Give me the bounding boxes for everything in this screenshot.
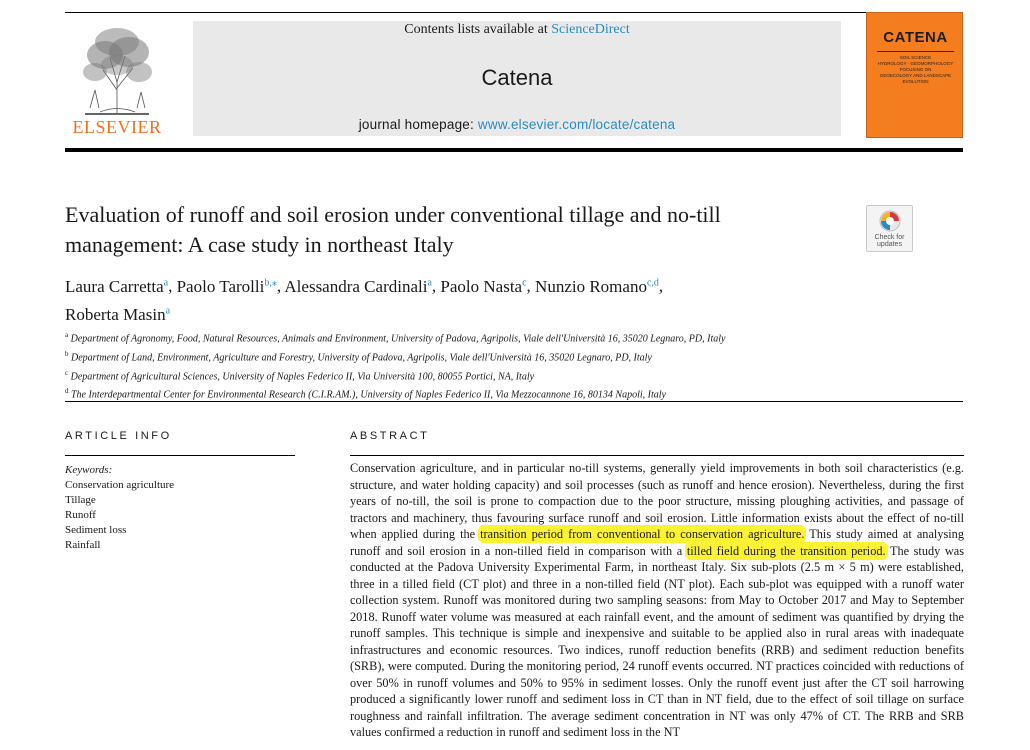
contents-prefix: Contents lists available at — [404, 22, 548, 37]
affiliation: $^d$ The Interdepartmental Center for Environmental Research (C.I.R.AM.), University of Naples Federico II, Via Mezzocannone 16, 80134 Napoli, Italy — [65, 387, 666, 401]
article-info-heading: ARTICLE INFO — [65, 430, 172, 442]
abstract-text — [350, 460, 964, 741]
keyword[interactable]: Conservation agriculture — [65, 479, 175, 491]
abstract-segment: Conservation agriculture, and in particular no-till systems, generally yield improvements in both soil characteristics (e.g. structure, and water holding capacity) and soil processes (such as runoff and hence erosion). Nevertheless, during the first years of no-till, the soil is prone to compaction due to the poor structure, missing ploughing activities, and passage of tractors and machinery, thus favouring surface runoff and soil erosion. Little information exists about the effect of no-till when applied during the — [350, 461, 964, 541]
author[interactable]: Paolo Nasta$^c$ — [440, 276, 527, 296]
keyword[interactable]: Rainfall — [65, 539, 101, 551]
affiliation-list — [65, 328, 945, 403]
cover-rule — [877, 51, 954, 52]
contents-line — [193, 22, 841, 38]
cover-subtitle-2: HYDROLOGY · GEOMORPHOLOGY — [877, 61, 954, 66]
sciencedirect-link[interactable]: ScienceDirect — [551, 22, 630, 37]
author[interactable]: Roberta Masin$^a$ — [65, 305, 171, 325]
author[interactable]: Paolo Tarolli$^{b,⁎}$ — [176, 276, 277, 296]
article-title-line-1: Evaluation of runoff and soil erosion under conventional tillage and no-till — [65, 202, 721, 227]
header-bottom-rule — [65, 148, 963, 152]
highlighted-text[interactable]: tilled field during the transition period. — [686, 543, 886, 558]
article-title-line-2: management: A case study in northeast Italy — [65, 232, 454, 257]
highlighted-text[interactable]: transition period from conventional to conservation agriculture. — [480, 527, 805, 541]
affiliation: $^a$ Department of Agronomy, Food, Natural Resources, Animals and Environment, University of Padova, Agripolis, Viale dell'Università 16, 35020 Legnaro, PD, Italy — [65, 331, 726, 345]
cover-subtitle-3: FOCUSING ON — [899, 67, 932, 72]
keyword[interactable]: Tillage — [65, 494, 96, 506]
publisher-name: ELSEVIER — [72, 117, 162, 137]
keywords-label: Keywords: — [65, 464, 113, 476]
homepage-line — [193, 117, 841, 132]
section-divider — [65, 401, 963, 402]
keywords-block — [65, 463, 295, 553]
author[interactable]: Alessandra Cardinali$^a$ — [284, 276, 432, 296]
header-top-rule — [65, 12, 963, 13]
badge-line-1: Check for — [874, 234, 905, 241]
author-list: Laura Carretta$^a$, Paolo Tarolli$^{b,⁎}$, Alessandra Cardinali$^a$, Paolo Nasta$^c$, Nunzio Romano$^{c,d}$, Roberta Masin$^a$ — [65, 276, 664, 325]
author[interactable]: Laura Carretta$^a$ — [65, 276, 169, 296]
affiliation: $^c$ Department of Agricultural Sciences, University of Naples Federico II, Via Università 100, 80055 Portici, NA, Italy — [65, 368, 535, 382]
crossmark-icon — [879, 210, 901, 232]
journal-homepage-link[interactable]: www.elsevier.com/locate/catena — [477, 117, 676, 132]
author[interactable]: Nunzio Romano$^{c,d}$ — [535, 276, 659, 296]
article-info-rule — [65, 455, 295, 456]
check-for-updates-label — [867, 234, 912, 248]
abstract-heading: ABSTRACT — [350, 430, 430, 442]
keyword[interactable]: Sediment loss — [65, 524, 127, 536]
check-for-updates-button[interactable] — [866, 205, 913, 252]
affiliation: $^b$ Department of Land, Environment, Agriculture and Forestry, University of Padova, Agripolis, Viale dell'Università 16, 35020 Legnaro, PD, Italy — [65, 349, 652, 364]
homepage-prefix: journal homepage: — [358, 117, 474, 132]
badge-line-2: updates — [877, 241, 902, 248]
abstract-segment: This study aimed at analysing runoff and soil erosion in a non-tilled field in comparison with a — [350, 527, 964, 558]
abstract-segment: The study was conducted at the Padova University Experimental Farm, in northeast Italy. Six sub-plots (2.5 m × 5 m) were established, three in a tilled field (CT plot) and three in a non-tilled field (NT plot). Each sub-plot was equipped with a runoff water collection system. Runoff was monitored during two sampling seasons: from May to October 2017 and May to September 2018. Runoff water volume was measured at each rainfall event, and the amount of sediment was quantified by drying the runoff samples. This technique is simple and inexpensive and suitable to be applied also in rural areas with inadequate infrastructures and economic resources. Two indices, runoff reduction benefits (RRB) and sediment reduction benefits (SRB), were computed. During the monitoring period, 24 runoff events occurred. NT practices coincided with reductions of over 50% in runoff volumes and 50% to 95% in sediment losses. Only the runoff event just after the CT soil harrowing produced a significantly lower runoff and sediment loss in CT than in NT field, due to the effect of soil tillage on surface roughness and rainfall infiltration. The average sediment concentration in NT was only 47% of CT. The RRB and SRB values confirmed a reduction in runoff and sediment loss in the NT — [350, 543, 964, 739]
cover-title: CATENA — [883, 29, 948, 46]
journal-title: Catena — [481, 65, 553, 90]
cover-subtitle-1: SOIL SCIENCE — [899, 55, 932, 60]
journal-cover-thumbnail[interactable] — [866, 12, 963, 138]
cover-subtitle-4: GEOECOLOGY AND LANDSCAPE EVOLUTION — [879, 73, 952, 84]
keyword[interactable]: Runoff — [65, 509, 96, 521]
abstract-rule — [350, 455, 964, 456]
article-title — [65, 200, 855, 260]
